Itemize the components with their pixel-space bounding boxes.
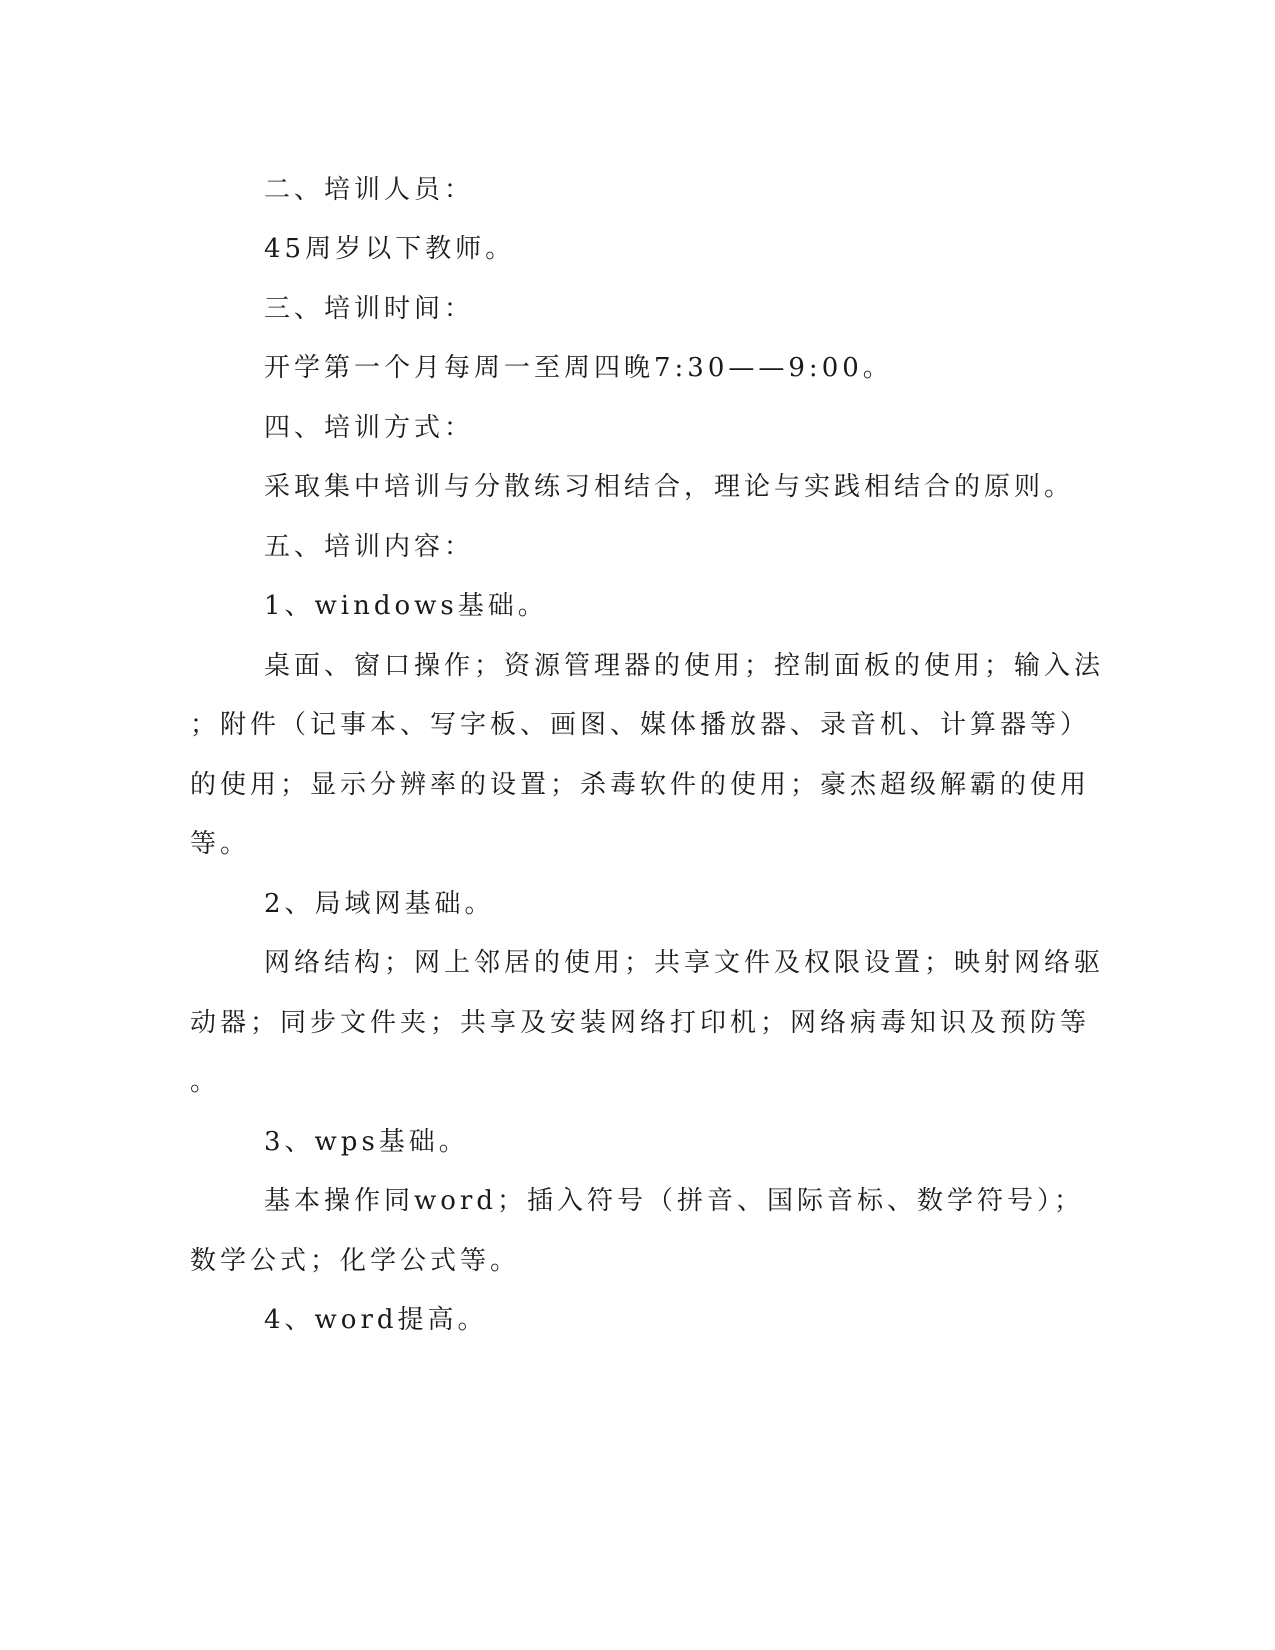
paragraph-lan-line-2: 动器；同步文件夹；共享及安装网络打印机；网络病毒知识及预防等 bbox=[190, 1008, 1091, 1038]
subheading-word: 4、word提高。 bbox=[264, 1305, 488, 1335]
section-heading-method: 四、培训方式： bbox=[264, 413, 475, 443]
paragraph-wps-line-1: 基本操作同word；插入符号（拼音、国际音标、数学符号）； bbox=[264, 1186, 1084, 1216]
section-heading-time: 三、培训时间： bbox=[264, 294, 475, 324]
subheading-windows: 1、windows基础。 bbox=[264, 591, 548, 621]
paragraph-method: 采取集中培训与分散练习相结合，理论与实践相结合的原则。 bbox=[264, 472, 1075, 502]
paragraph-trainees: 45周岁以下教师。 bbox=[264, 234, 516, 264]
paragraph-windows-line-3: 的使用；显示分辨率的设置；杀毒软件的使用；豪杰超级解霸的使用 bbox=[190, 770, 1091, 800]
paragraph-lan-line-1: 网络结构；网上邻居的使用；共享文件及权限设置；映射网络驱 bbox=[264, 948, 1105, 978]
paragraph-windows-line-4: 等。 bbox=[190, 829, 251, 859]
paragraph-windows-line-1: 桌面、窗口操作；资源管理器的使用；控制面板的使用；输入法 bbox=[264, 651, 1105, 681]
section-heading-trainees: 二、培训人员： bbox=[264, 175, 475, 205]
section-heading-content: 五、培训内容： bbox=[264, 532, 475, 562]
paragraph-windows-line-2: ；附件（记事本、写字板、画图、媒体播放器、录音机、计算器等） bbox=[190, 710, 1091, 740]
paragraph-lan-line-3: 。 bbox=[190, 1067, 221, 1097]
paragraph-time: 开学第一个月每周一至周四晚7:30——9:00。 bbox=[264, 353, 893, 383]
subheading-lan: 2、局域网基础。 bbox=[264, 889, 495, 919]
paragraph-wps-line-2: 数学公式；化学公式等。 bbox=[190, 1246, 521, 1276]
subheading-wps: 3、wps基础。 bbox=[264, 1127, 469, 1157]
